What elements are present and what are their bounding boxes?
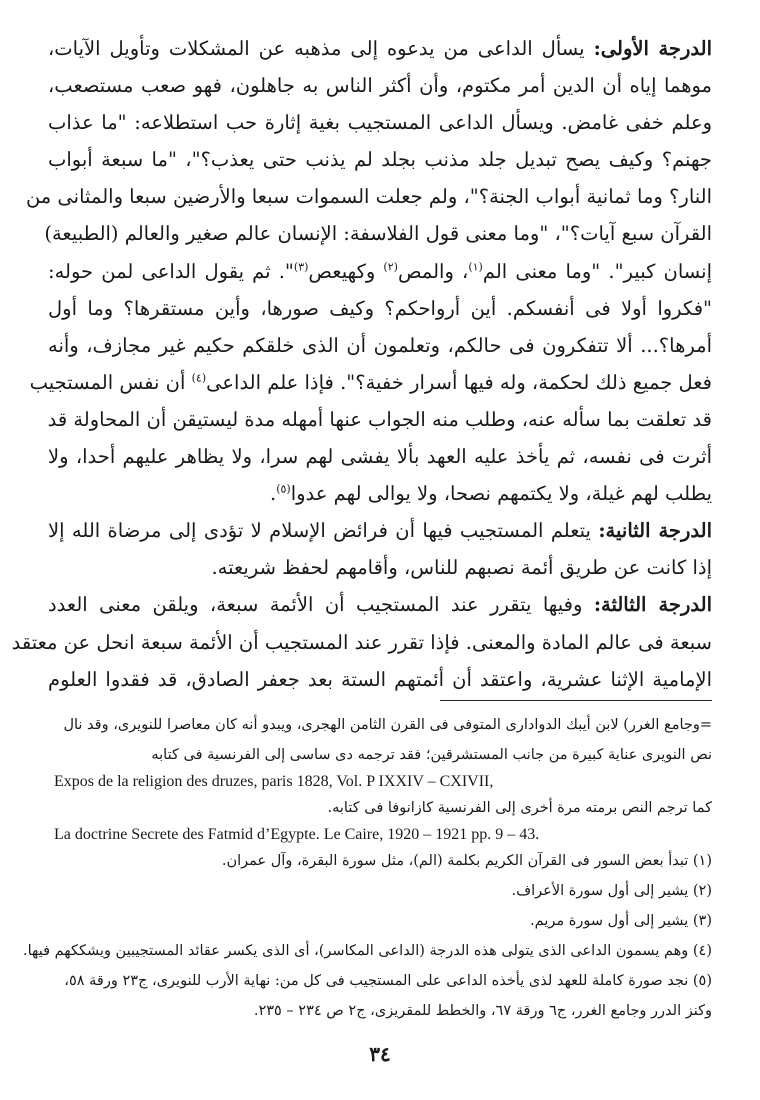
footnote-continuation: نص النويرى عناية كبيرة من جانب المستشرقين؛ فقد ترجمه دى ساسى إلى الفرنسية فى كتابه	[151, 747, 712, 763]
line-text: يتعلم المستجيب فيها أن فرائض الإسلام لا تؤدى إلى مرضاة الله إلا	[48, 519, 599, 543]
footnote-ref: (٢)	[383, 260, 398, 274]
footnote-ref: (١)	[468, 260, 483, 274]
text-line	[48, 104, 712, 141]
line-text: فعل جميع ذلك لحكمة، وله فيها أسرار خفية؟". فإذا علم الداعى	[206, 370, 712, 394]
text-line	[48, 30, 712, 67]
line-text: إنسان كبير". "وما معنى الم	[482, 259, 713, 283]
line-text: الإمامية الإثنا عشرية، واعتقد أن أئمتهم الستة بعد جعفر الصادق، قد فقدوا العلوم	[48, 667, 712, 691]
line-text: أمرها؟... ألا تتفكرون فى حالكم، وتعلمون أن الذى خلقكم حكيم غير مجازف، وأنه	[48, 333, 712, 357]
text-line	[48, 67, 712, 104]
text-line	[48, 290, 712, 327]
section-heading: الدرجة الأولى:	[593, 37, 712, 60]
text-line	[48, 661, 712, 698]
line-text: "فكروا أولا فى أنفسكم. أين أرواحكم؟ وكيف صورها، وأين مستقرها؟ وما أول	[48, 296, 712, 320]
footnote-continuation: =وجامع الغرر) لابن أيبك الدوادارى المتوفى فى القرن الثامن الهجرى، ويبدو أنه كان معاصرا للنويرى، وقد نال	[63, 717, 712, 733]
text-line	[48, 549, 712, 586]
text-line	[44, 215, 712, 252]
section-heading: الدرجة الثالثة:	[593, 593, 712, 617]
text-line	[29, 364, 712, 401]
line-text: وكهيعص	[308, 259, 384, 283]
text-line	[48, 475, 712, 512]
document-page	[11, 30, 713, 1080]
footnote-latin-title: La doctrine Secrete des Fatmid d’Egypte. Le Caire, 1920 – 1921 pp. 9 – 43.	[54, 826, 540, 843]
footnote-3: (٣) يشير إلى أول سورة مريم.	[530, 913, 712, 929]
line-text: النار؟ وما ثمانية أبواب الجنة؟"، ولم جعلت السموات سبعا والأرضين سبعا والمثانى من	[25, 185, 712, 209]
main-text	[11, 30, 713, 698]
line-text: .	[269, 482, 277, 506]
text-line	[48, 327, 712, 364]
line-text: موهما إياه أن الدين أمر مكتوم، وأن أكثر الناس به جاهلون، فهو صعب مستصعب،	[48, 74, 712, 98]
footnote-divider	[440, 700, 712, 701]
section-heading: الدرجة الثانية:	[598, 519, 712, 543]
text-line	[48, 512, 712, 549]
line-text: إذا كانت عن طريق أئمة نصبهم للناس، وأقامهم لحفظ شريعته.	[211, 556, 712, 580]
line-text: القرآن سبع آيات؟"، "وما معنى قول الفلاسفة: الإنسان عالم صغير والعالم (الطبيعة)	[44, 222, 712, 246]
text-line	[48, 401, 712, 438]
text-line	[48, 253, 712, 290]
footnote-ref: (٥)	[276, 482, 291, 496]
line-text: يسأل الداعى من يدعوه إلى مذهبه عن المشكلات وتأويل الآيات،	[48, 37, 594, 60]
line-text: أن نفس المستجيب	[29, 370, 192, 394]
page-number: ٣٤	[369, 1042, 391, 1066]
text-line	[25, 178, 712, 215]
footnote-4: (٤) وهم يسمون الداعى الذى يتولى هذه الدرجة (الداعى المكاسر)، أى الذى يكسر عقائد المستجيبين ويشككهم فيها.	[23, 943, 712, 959]
footnote-ref: (٤)	[191, 371, 207, 385]
footnote-2: (٢) يشير إلى أول سورة الأعراف.	[511, 883, 712, 899]
footnote-1: (١) تبدأ بعض السور فى القرآن الكريم بكلمة (الم)، مثل سورة البقرة، وآل عمران.	[221, 853, 712, 869]
text-line	[48, 141, 712, 178]
text-line	[11, 624, 712, 661]
line-text: جهنم؟ وكيف يصح تبديل جلد مذنب بجلد لم يذنب حتى يعذب؟"، "ما سبعة أبواب	[48, 148, 712, 172]
line-text: وفيها يتقرر عند المستجيب أن الأئمة سبعة، ويلقن معنى العدد	[48, 593, 594, 617]
text-line	[48, 438, 712, 475]
footnote-continuation: كما ترجم النص برمته مرة أخرى إلى الفرنسية كازانوفا فى كتابه.	[327, 800, 712, 816]
footnote-ref: (٣)	[293, 260, 309, 274]
text-line	[48, 586, 712, 623]
line-text: وعلم خفى غامض. ويسأل الداعى المستجيب بغية إثارة حب استطلاعه: "ما عذاب	[48, 111, 712, 135]
line-text: سبعة فى عالم المادة والمعنى. فإذا تقرر عند المستجيب أن الأئمة سبعة انحل عن معتقد	[11, 630, 712, 654]
footnotes	[23, 710, 712, 1026]
footnote-latin-title: Expos de la religion des druzes, paris 1828, Vol. P IXXIV – CXIVII,	[54, 773, 494, 790]
line-text: ، والمص	[397, 259, 469, 283]
line-text: يطلب لهم غيلة، ولا يكتمهم نصحا، ولا يوالى لهم عدوا	[290, 482, 712, 506]
footnote-5-continuation: وكنز الدرر وجامع الغرر، ج٦ ورقة ٦٧، والخطط للمقريزى، ج٢ ص ٢٣٤ – ٢٣٥.	[253, 1003, 712, 1019]
footnote-5: (٥) نجد صورة كاملة للعهد لذى يأخذه الداعى على المستجيب فى كل من: نهاية الأرب للنويرى، ج٢٣ ورقة ٥٨،	[64, 973, 712, 989]
line-text: أثرت فى نفسه، ثم يأخذ عليه العهد بألا يفشى لهم سرا، ولا يظاهر عليهم أحدا، ولا	[48, 445, 712, 469]
line-text: ". ثم يقول الداعى لمن حوله:	[48, 259, 294, 283]
line-text: قد تعلقت بما سأله عنه، وطلب منه الجواب عنها أمهله مدة ليستيقن أن المحاولة قد	[47, 407, 712, 431]
